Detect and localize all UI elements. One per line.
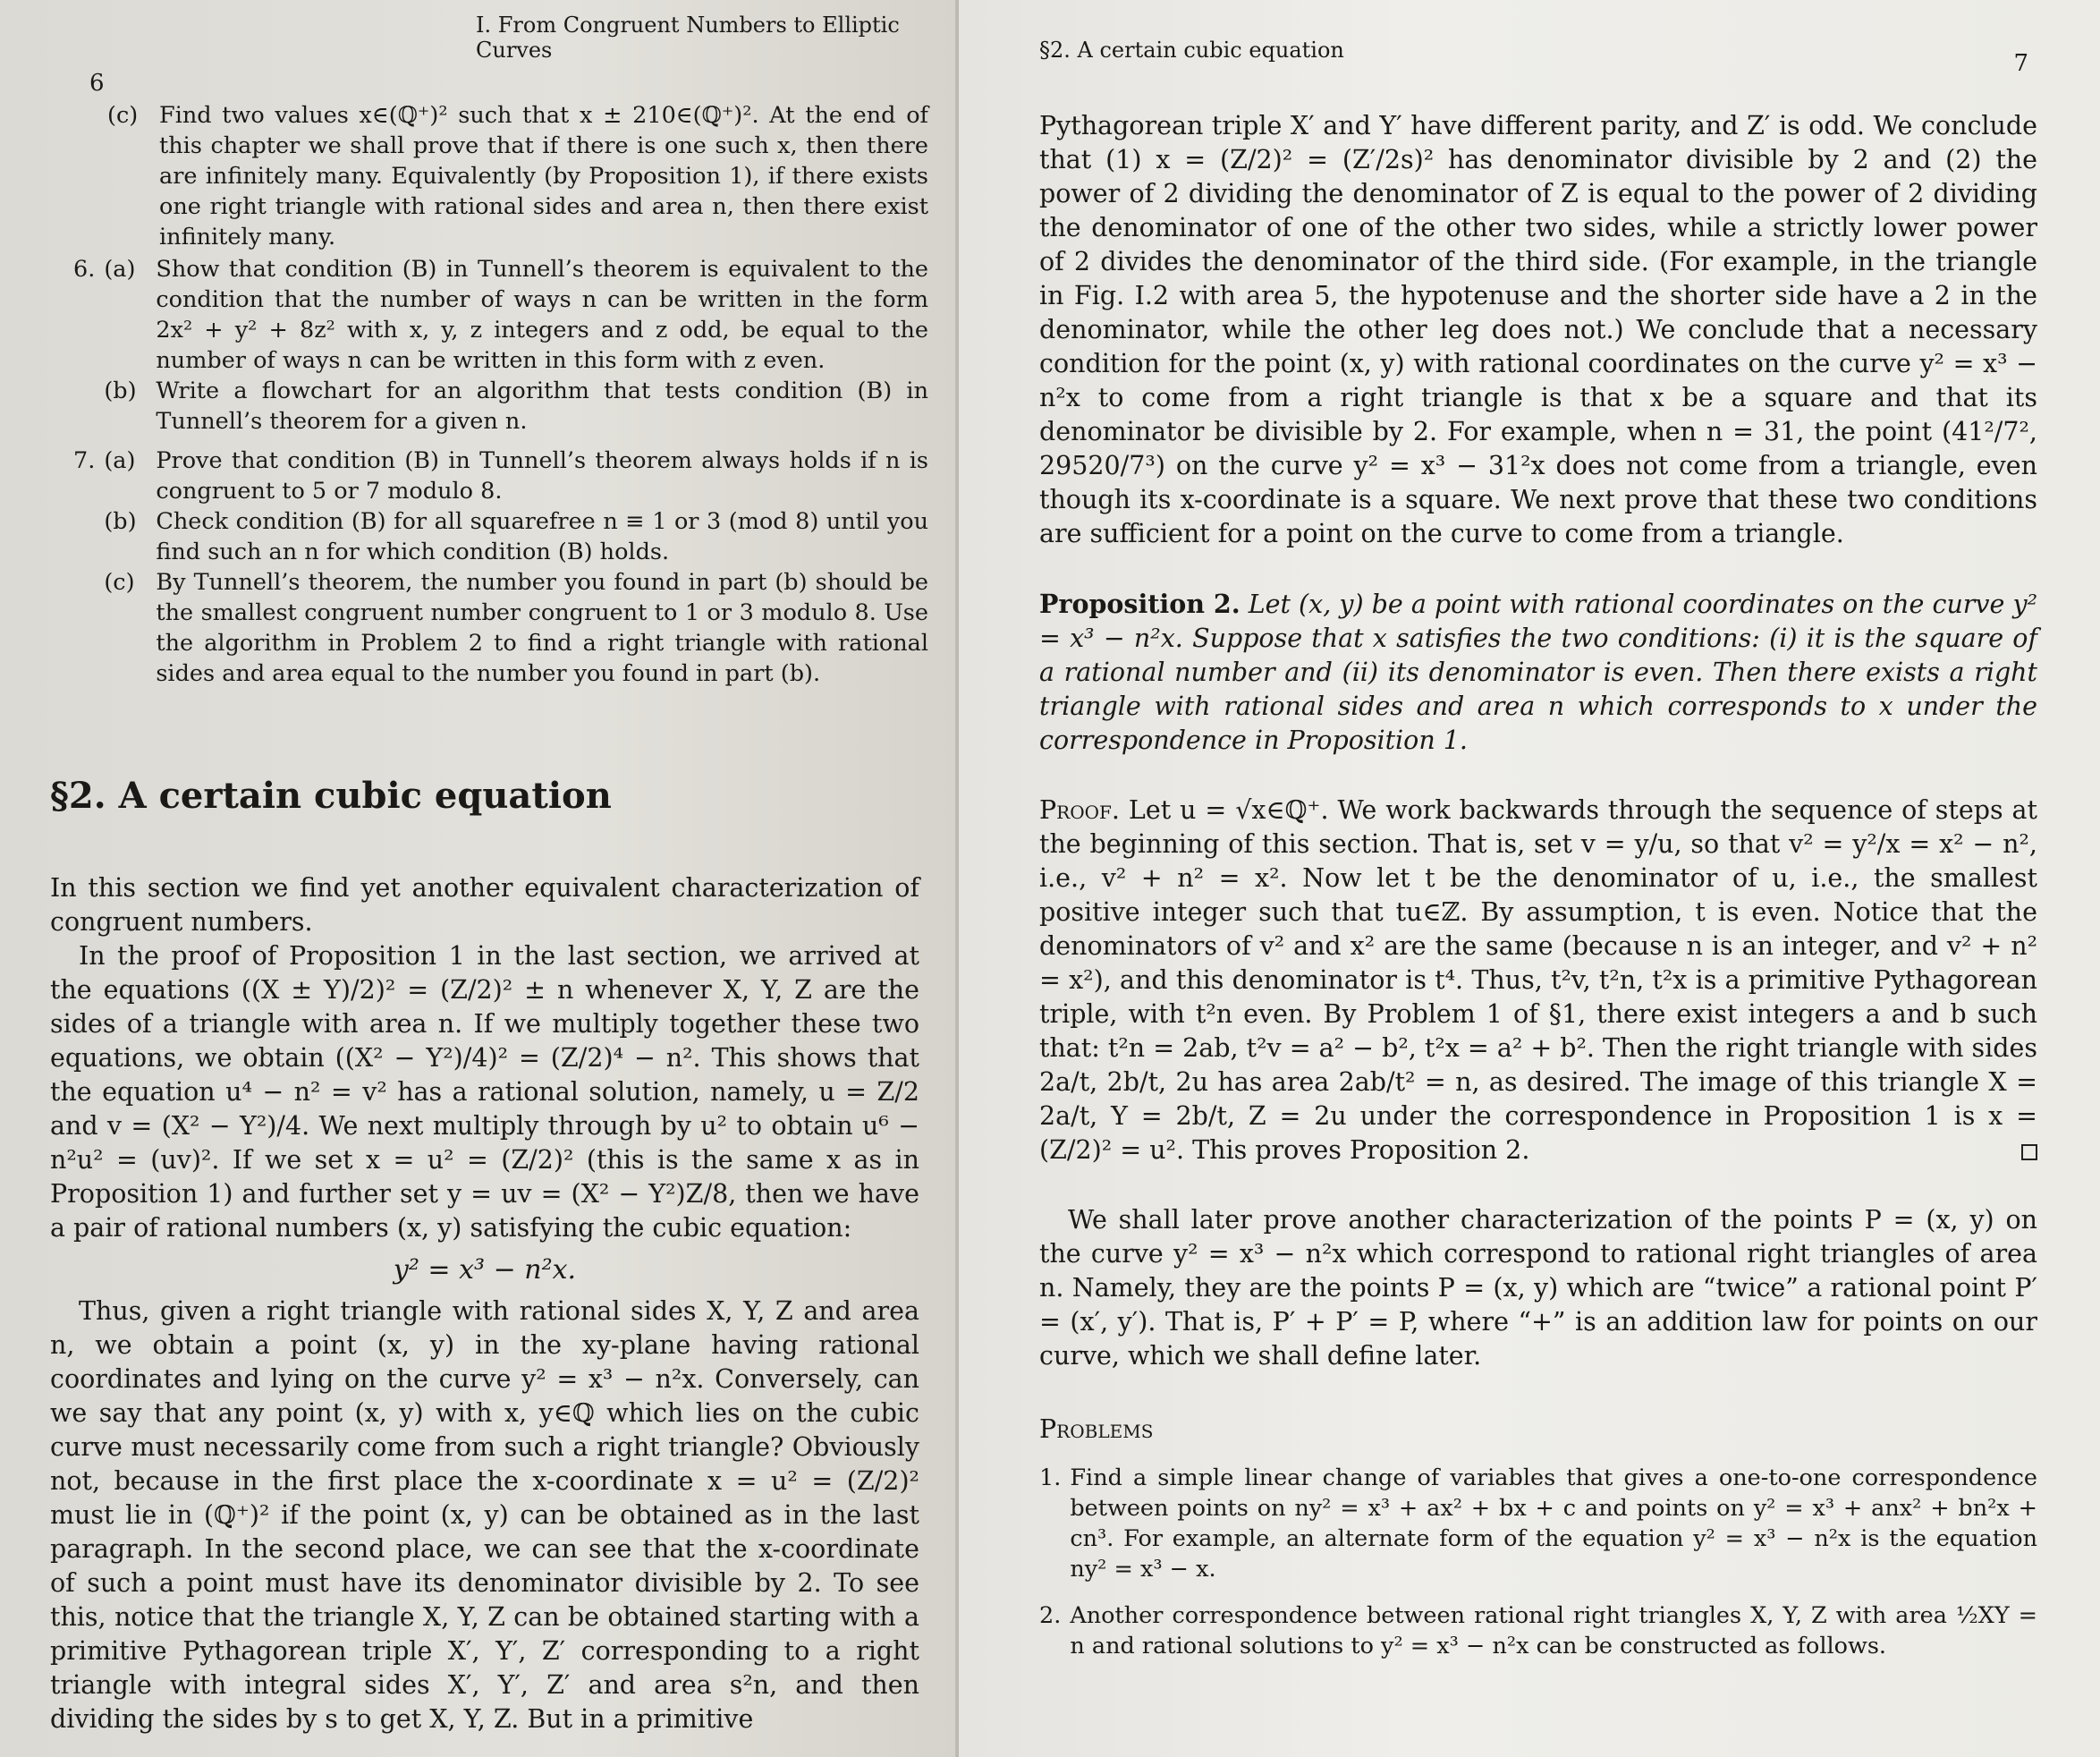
problem-text: Find two values x∈(ℚ⁺)² such that x ± 210∈(ℚ⁺)². At the end of this chapter we shall prove that if there is one such x, then there are infinitely many. Equivalently (by Proposition 1), if there exists one right triangle with rational sides and area n, then there exist infinitely many. — [159, 102, 928, 250]
problem-number: 2. — [1039, 1602, 1062, 1629]
proof — [1039, 794, 2037, 1167]
problem-1 — [1039, 1463, 2037, 1584]
problem-label: (b) — [104, 378, 137, 404]
problem-label: (a) — [104, 256, 136, 283]
body-paragraph: We shall later prove another characterization of the points P = (x, y) on the curve y² = x³ − n²x which correspond to rational right triangles of area n. Namely, they are the points P = (x, y) which are “twice” a rational point P′ = (x′, y′). That is, P′ + P′ = P, where “+” is an addition law for points on our curve, which we shall define later. — [1039, 1205, 2037, 1371]
problem-label: (c) — [107, 102, 139, 129]
proposition-2 — [1039, 587, 2037, 758]
problem-text: By Tunnell’s theorem, the number you found in part (b) should be the smallest congruent number congruent to 1 or 3 modulo 8. Use the algorithm in Problem 2 to find a right triangle with rational sides and area equal to the number you found in part (b). — [156, 569, 928, 687]
problem-label: (b) — [104, 508, 137, 535]
left-page — [0, 0, 955, 1757]
problem-text: Find a simple linear change of variables that gives a one-to-one correspondence between points on ny² = x³ + ax² + bx + c and points on y² = x³ + anx² + bn²x + cn³. For example, an alternate form of the equation y² = x³ − n²x is the equation ny² = x³ − x. — [1070, 1464, 2037, 1583]
proof-label: Proof. — [1039, 795, 1120, 825]
problem-text: Prove that condition (B) in Tunnell’s theorem always holds if n is congruent to 5 or 7 modulo 8. — [156, 447, 928, 505]
body-paragraph: Pythagorean triple X′ and Y′ have different parity, and Z′ is odd. We conclude that (1) x = (Z/2)² = (Z′/2s)² has denominator divisible by 2 and (2) the power of 2 dividing the denominator of Z is equal to the power of 2 dividing the denominator of one of the other two sides, while a strictly lower power of 2 divides the denominator of the third side. (For example, in the triangle in Fig. I.2 with area 5, the hypotenuse and the shorter side have a 2 in the denominator, while the other leg does not.) We conclude that a necessary condition for the point (x, y) with rational coordinates on the curve y² = x³ − n²x to come from a right triangle is that x be a square and that its denominator be divisible by 2. For example, when n = 31, the point (41²/7², 29520/7³) on the curve y² = x³ − 31²x does not come from a triangle, even though its x-coordinate is a square. We next prove that these two conditions are sufficient for a point on the curve to come from a triangle. — [1039, 111, 2037, 548]
problem-label: (c) — [104, 569, 135, 596]
page-number: 7 — [2013, 50, 2028, 77]
problem-label: (a) — [104, 447, 136, 474]
problems-heading: Problems — [1039, 1414, 1154, 1444]
section-title: §2. A certain cubic equation — [50, 775, 612, 817]
problem-6 — [73, 254, 928, 438]
intro-paragraph: In this section we find yet another equivalent characterization of congruent numbers. — [50, 873, 919, 937]
body-paragraph: Thus, given a right triangle with rational sides X, Y, Z and area n, we obtain a point (x, y) in the xy-plane having rational coordinates and lying on the curve y² = x³ − n²x. Conversely, can we say that any point (x, y) with x, y∈ℚ which lies on the cubic curve must necessarily come from such a right triangle? Obviously not, because in the first place the x-coordinate x = u² = (Z/2)² must lie in (ℚ⁺)² if the point (x, y) can be obtained as in the last paragraph. In the second place, we can see that the x-coordinate of such a point must have its denominator divisible by 2. To see this, notice that the triangle X, Y, Z can be obtained starting with a primitive Pythagorean triple X′, Y′, Z′ corresponding to a right triangle with integral sides X′, Y′, Z′ and area s²n, and then dividing the sides by s to get X, Y, Z. But in a primitive — [50, 1296, 919, 1734]
running-head: I. From Congruent Numbers to Elliptic Curves — [476, 13, 900, 63]
right-body — [1039, 109, 2037, 1663]
proof-text: Let u = √x∈ℚ⁺. We work backwards through the sequence of steps at the beginning of this section. That is, set v = y/u, so that v² = y²/x = x² − n², i.e., v² + n² = x². Now let t be the denominator of u, i.e., the smallest positive integer such that tu∈ℤ. By assumption, t is even. Notice that the denominators of v² and x² are the same (because n is an integer, and v² + n² = x²), and this denominator is t⁴. Thus, t²v, t²n, t²x is a primitive Pythagorean triple, with t²n even. By Problem 1 of §1, there exist integers a and b such that: t²n = 2ab, t²v = a² − b², t²x = a² + b². Then the right triangle with sides 2a/t, 2b/t, 2u has area 2ab/t² = n, as desired. The image of this triangle X = 2a/t, Y = 2b/t, Z = 2u under the correspondence in Proposition 1 is x = (Z/2)² = u². This proves Proposition 2. — [1039, 795, 2037, 1165]
right-page — [959, 0, 2100, 1757]
problem-text: Another correspondence between rational right triangles X, Y, Z with area ½XY = n and rational solutions to y² = x³ − n²x can be constructed as follows. — [1070, 1602, 2037, 1659]
proposition-label: Proposition 2. — [1039, 589, 1241, 619]
problem-text: Check condition (B) for all squarefree n ≡ 1 or 3 (mod 8) until you find such an n for which condition (B) holds. — [156, 508, 928, 565]
page-number: 6 — [89, 70, 105, 97]
cubic-equation: y² = x³ − n²x. — [393, 1254, 577, 1286]
body-paragraph: In the proof of Proposition 1 in the last section, we arrived at the equations ((X ± Y)/2)² = (Z/2)² ± n whenever X, Y, Z are the sides of a triangle with area n. If we multiply together these two equations, we obtain ((X² − Y²)/4)² = (Z/2)⁴ − n². This shows that the equation u⁴ − n² = v² has a rational solution, namely, u = Z/2 and v = (X² − Y²)/4. We next multiply through by u² to obtain u⁶ − n²u² = (uv)². If we set x = u² = (Z/2)² (this is the same x as in Proposition 1) and further set y = uv = (X² − Y²)Z/8, then we have a pair of rational numbers (x, y) satisfying the cubic equation: — [50, 941, 919, 1243]
problem-5c — [107, 100, 928, 252]
problem-2 — [1039, 1600, 2037, 1661]
left-body — [50, 871, 919, 1736]
problem-number: 1. — [1039, 1464, 1062, 1491]
problem-text: Show that condition (B) in Tunnell’s theorem is equivalent to the condition that the number of ways n can be written in the form 2x² + y² + 8z² with x, y, z integers and z odd, be equal to the number of ways n can be written in this form with z even. — [156, 256, 928, 374]
problem-text: Write a flowchart for an algorithm that tests condition (B) in Tunnell’s theorem for a given n. — [156, 378, 928, 435]
problem-number: 7. — [73, 447, 96, 474]
proposition-text: Let (x, y) be a point with rational coordinates on the curve y² = x³ − n²x. Suppose that x satisfies the two conditions: (i) it is the square of a rational number and (ii) its denominator is even. Then there exists a right triangle with rational sides and area n which corresponds to x under the correspondence in Proposition 1. — [1039, 590, 2037, 755]
running-head: §2. A certain cubic equation — [1039, 38, 1344, 63]
qed-box-icon — [2021, 1144, 2037, 1160]
problem-number: 6. — [73, 256, 96, 283]
problem-7 — [73, 446, 928, 691]
